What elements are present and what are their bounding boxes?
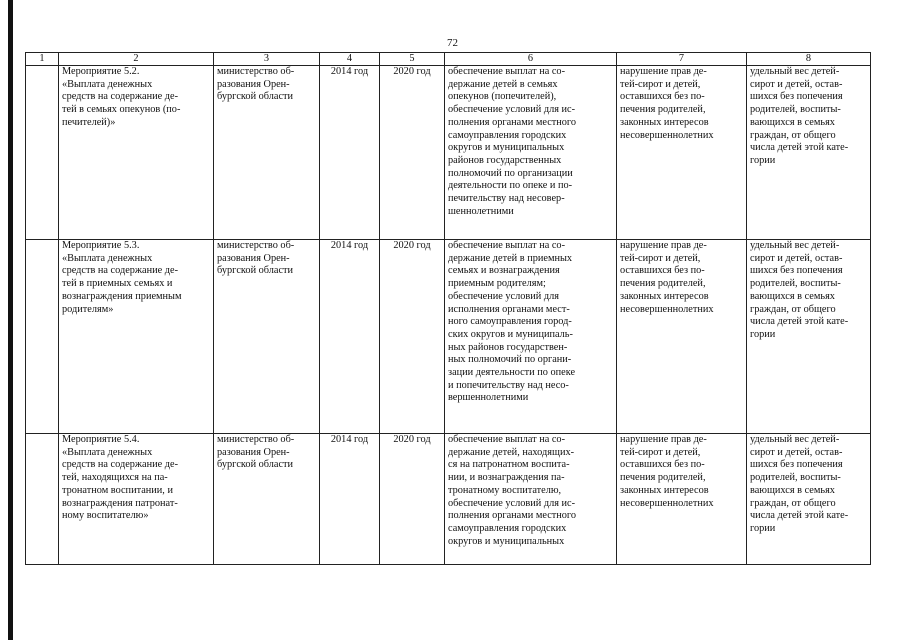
text-line: удельный вес детей- <box>750 240 840 251</box>
text-line: разования Орен- <box>217 252 290 264</box>
text-line: обеспечение условий для ис- <box>448 104 576 116</box>
text-line: разования Орен- <box>217 78 290 90</box>
start-year-cell: 2014 год <box>320 434 380 565</box>
text-line: зации деятельности по опеке <box>448 367 576 379</box>
text-line: семьях и вознаграждения <box>448 265 560 277</box>
text-line: оставшихся без по- <box>620 91 705 103</box>
indicator-cell <box>747 434 871 565</box>
text-line: родителей, воспиты- <box>750 104 841 116</box>
row-number-cell <box>26 240 59 434</box>
text-line: законных интересов <box>620 484 709 496</box>
text-line: несовершеннолетних <box>620 129 714 141</box>
text-line: и попечительству над несо- <box>448 379 569 391</box>
text-line: печения родителей, <box>620 278 706 290</box>
text-line: тей-сирот и детей, <box>620 252 701 264</box>
text-line: средств на содержание де- <box>62 265 179 277</box>
text-line: тей-сирот и детей, <box>620 78 701 90</box>
text-line: нии, и вознаграждения па- <box>448 472 565 484</box>
row-number-cell <box>26 434 59 565</box>
text-line: гории <box>750 154 776 166</box>
scan-edge-bar <box>8 0 13 640</box>
text-line: обеспечение условий для <box>448 290 559 302</box>
text-line: полнения органами местного <box>448 116 577 128</box>
description-cell <box>445 66 617 240</box>
start-year-cell: 2014 год <box>320 66 380 240</box>
text-line: приемным родителям; <box>448 278 546 290</box>
text-line: нарушение прав де- <box>620 66 707 77</box>
end-year-cell: 2020 год <box>380 434 445 565</box>
text-line: числа детей этой кате- <box>750 142 849 154</box>
text-line: держание детей, находящих- <box>448 446 575 458</box>
end-year-cell: 2020 год <box>380 66 445 240</box>
text-line: граждан, от общего <box>750 129 836 141</box>
measure-name-cell <box>59 434 214 565</box>
text-line: ских округов и муниципаль- <box>448 328 573 340</box>
text-line: обеспечение выплат на со- <box>448 434 565 445</box>
text-line: округов и муниципальных <box>448 142 565 154</box>
text-line: вознаграждения приемным <box>62 290 182 302</box>
table-row <box>26 66 871 240</box>
text-line: вающихся в семьях <box>750 116 835 128</box>
text-line: несовершеннолетних <box>620 303 714 315</box>
text-line: опекунов (попечителей), <box>448 91 557 103</box>
row-number-cell <box>26 66 59 240</box>
text-line: вознаграждения патронат- <box>62 497 178 509</box>
text-line: обеспечение условий для ис- <box>448 497 576 509</box>
table-row <box>26 434 871 565</box>
text-line: граждан, от общего <box>750 497 836 509</box>
end-year-cell: 2020 год <box>380 240 445 434</box>
text-line: удельный вес детей- <box>750 434 840 445</box>
description-cell <box>445 240 617 434</box>
indicator-cell <box>747 66 871 240</box>
text-line: несовершеннолетних <box>620 497 714 509</box>
page-number: 72 <box>447 37 458 49</box>
text-line: «Выплата денежных <box>62 446 153 458</box>
text-line: родителям» <box>62 303 114 315</box>
start-year-cell: 2014 год <box>320 240 380 434</box>
executor-cell <box>214 66 320 240</box>
column-header: 5 <box>380 53 445 66</box>
text-line: оставшихся без по- <box>620 459 705 471</box>
text-line: держание детей в семьях <box>448 78 558 90</box>
text-line: разования Орен- <box>217 446 290 458</box>
text-line: сирот и детей, остав- <box>750 252 843 264</box>
text-line: законных интересов <box>620 290 709 302</box>
text-line: ному воспитателю» <box>62 510 149 522</box>
text-line: «Выплата денежных <box>62 78 153 90</box>
text-line: тей в семьях опекунов (по- <box>62 104 181 116</box>
executor-cell <box>214 240 320 434</box>
column-header: 1 <box>26 53 59 66</box>
text-line: Мероприятие 5.3. <box>62 240 140 251</box>
text-line: министерство об- <box>217 240 295 251</box>
text-line: средств на содержание де- <box>62 91 179 103</box>
measure-name-cell <box>59 240 214 434</box>
text-line: шеннолетними <box>448 205 514 217</box>
column-header: 3 <box>214 53 320 66</box>
text-line: законных интересов <box>620 116 709 128</box>
text-line: печения родителей, <box>620 104 706 116</box>
text-line: ных районов государствен- <box>448 341 568 353</box>
text-line: деятельности по опеке и по- <box>448 180 573 192</box>
text-line: исполнения органами мест- <box>448 303 570 315</box>
executor-cell <box>214 434 320 565</box>
text-line: ся на патронатном воспита- <box>448 459 570 471</box>
text-line: оставшихся без по- <box>620 265 705 277</box>
measures-table <box>25 52 871 565</box>
text-line: районов государственных <box>448 154 562 166</box>
column-header: 7 <box>617 53 747 66</box>
text-line: бургской области <box>217 459 294 471</box>
text-line: вающихся в семьях <box>750 290 835 302</box>
text-line: средств на содержание де- <box>62 459 179 471</box>
indicator-cell <box>747 240 871 434</box>
text-line: самоуправления городских <box>448 522 567 534</box>
text-line: бургской области <box>217 265 294 277</box>
text-line: родителей, воспиты- <box>750 472 841 484</box>
consequence-cell <box>617 434 747 565</box>
text-line: числа детей этой кате- <box>750 510 849 522</box>
text-line: граждан, от общего <box>750 303 836 315</box>
text-line: шихся без попечения <box>750 91 843 103</box>
text-line: вершеннолетними <box>448 392 529 404</box>
text-line: сирот и детей, остав- <box>750 446 843 458</box>
text-line: гории <box>750 522 776 534</box>
text-line: шихся без попечения <box>750 459 843 471</box>
column-header: 6 <box>445 53 617 66</box>
text-line: печителей)» <box>62 116 116 128</box>
text-line: Мероприятие 5.4. <box>62 434 140 445</box>
measure-name-cell <box>59 66 214 240</box>
text-line: держание детей в приемных <box>448 252 573 264</box>
text-line: «Выплата денежных <box>62 252 153 264</box>
text-line: тей-сирот и детей, <box>620 446 701 458</box>
text-line: удельный вес детей- <box>750 66 840 77</box>
consequence-cell <box>617 66 747 240</box>
text-line: родителей, воспиты- <box>750 278 841 290</box>
text-line: обеспечение выплат на со- <box>448 66 565 77</box>
text-line: министерство об- <box>217 434 295 445</box>
text-line: тронатному воспитателю, <box>448 484 562 496</box>
text-line: округов и муниципальных <box>448 535 565 547</box>
text-line: тронатном воспитании, и <box>62 484 173 496</box>
column-header: 2 <box>59 53 214 66</box>
text-line: тей, находящихся на па- <box>62 472 168 484</box>
text-line: самоуправления городских <box>448 129 567 141</box>
text-line: сирот и детей, остав- <box>750 78 843 90</box>
text-line: тей в приемных семьях и <box>62 278 173 290</box>
column-number-row <box>26 53 871 66</box>
text-line: нарушение прав де- <box>620 434 707 445</box>
text-line: печения родителей, <box>620 472 706 484</box>
text-line: Мероприятие 5.2. <box>62 66 140 77</box>
column-header: 8 <box>747 53 871 66</box>
column-header: 4 <box>320 53 380 66</box>
text-line: обеспечение выплат на со- <box>448 240 565 251</box>
text-line: ного самоуправления город- <box>448 316 572 328</box>
text-line: полномочий по организации <box>448 167 573 179</box>
text-line: гории <box>750 328 776 340</box>
text-line: шихся без попечения <box>750 265 843 277</box>
text-line: числа детей этой кате- <box>750 316 849 328</box>
table-row <box>26 240 871 434</box>
text-line: вающихся в семьях <box>750 484 835 496</box>
text-line: полнения органами местного <box>448 510 577 522</box>
text-line: министерство об- <box>217 66 295 77</box>
text-line: ных полномочий по органи- <box>448 354 572 366</box>
text-line: печительству над несовер- <box>448 193 565 205</box>
text-line: бургской области <box>217 91 294 103</box>
description-cell <box>445 434 617 565</box>
consequence-cell <box>617 240 747 434</box>
text-line: нарушение прав де- <box>620 240 707 251</box>
